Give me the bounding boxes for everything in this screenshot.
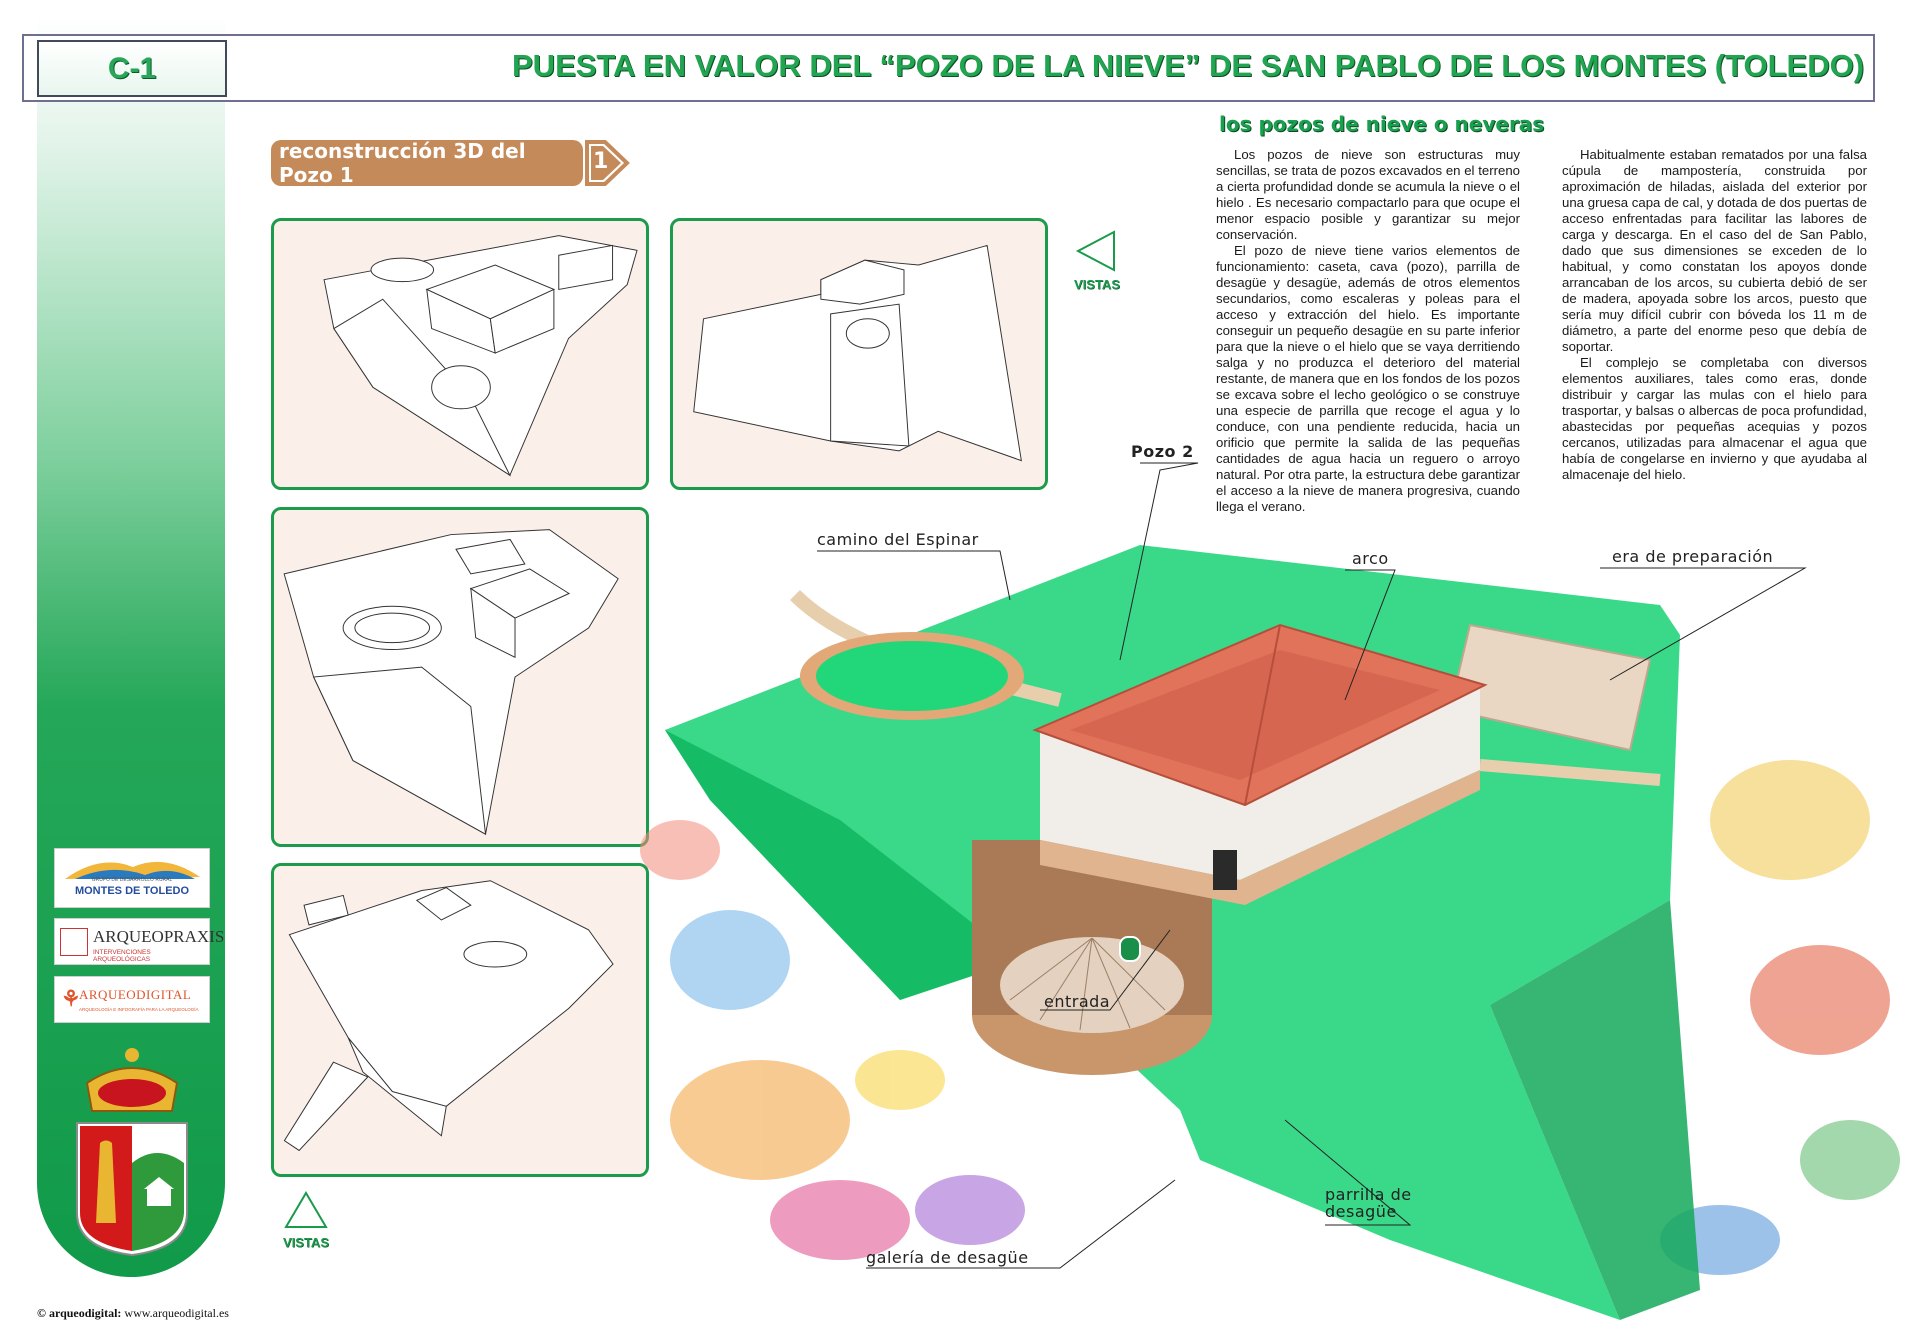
label-galeria-de-desague: galería de desagüe xyxy=(866,1248,1029,1267)
label-parrilla-line-2: desagüe xyxy=(1325,1202,1397,1221)
page-title: PUESTA EN VALOR DEL “POZO DE LA NIEVE” DE SAN PABLO DE LOS MONTES (TOLEDO) xyxy=(512,48,1865,83)
coat-of-arms xyxy=(72,1043,192,1258)
vistas-label: VISTAS xyxy=(1074,277,1120,292)
logo-arqueodigital-text: ARQUEODIGITAL xyxy=(79,987,192,1002)
arqueopraxis-emblem-icon xyxy=(60,928,88,956)
label-era-de-preparacion: era de preparación xyxy=(1612,547,1774,566)
coat-of-arms-icon xyxy=(72,1043,192,1258)
logo-montes-text: MONTES DE TOLEDO xyxy=(74,885,190,897)
label-pozo-2: Pozo 2 xyxy=(1131,442,1194,461)
label-camino-del-espinar: camino del Espinar xyxy=(817,530,979,549)
logo-arqueodigital-subtext: ARQUEOLOGÍA E INFOGRAFÍA PARA LA ARQUEOLOGÍA xyxy=(79,1007,199,1012)
logo-arqueopraxis-text: ARQUEOPRAXIS xyxy=(93,927,225,946)
label-entrada: entrada xyxy=(1044,992,1111,1011)
reconstruction-number: 1 xyxy=(593,149,609,174)
footer-credit-label: © arqueodigital: xyxy=(37,1306,122,1320)
sheet-code: C-1 xyxy=(107,51,157,85)
paragraph: El pozo de nieve tiene varios elementos de funcionamiento: caseta, cava (pozo), parrilla de desagüe y desagüe, además de otros elementos secundarios, como escaleras y poleas para el acceso y extracción del hielo. Es importante conseguir un pequeño desagüe en su parte inferior para que la nieve o el hielo que se vaya derritiendo salga y no produzca el deterioro del material restante, de manera que en los fondos de los pozos se excava sobre el lecho geológico o se construye una especie de parrilla que recoge el agua y lo conduce, con una pendiente reducida, hacia un orificio que permite la salida de las pequeñas cantidades de agua hacia un reguero o arroyo natural. Por otra parte, la estructura debe garantizar el acceso a la nieve de manera progresiva, cuando llega el verano. xyxy=(1216,243,1520,514)
article-heading: los pozos de nieve o neveras xyxy=(1219,112,1545,136)
vistas-label: VISTAS xyxy=(283,1235,329,1250)
footer-credit-url[interactable]: www.arqueodigital.es xyxy=(121,1306,229,1320)
arqueodigital-emblem-icon: ⚘ xyxy=(61,986,81,1011)
logo-arqueopraxis xyxy=(54,918,225,965)
reconstruction-label-text: reconstrucción 3D del Pozo 1 xyxy=(279,139,526,187)
logo-montes-de-toledo xyxy=(54,848,210,908)
paragraph: Habitualmente estaban rematados por una falsa cúpula de mampostería, construida por aproximación de hiladas, aislada del exterior por una gruesa capa de cal, y dotada de dos puertas de acceso enfrentadas para facilitar las labores de carga y descarga. En el caso del de San Pablo, dado que sus dimensiones se exceden de lo habitual, y como constatan los apoyos donde arrancaban de los arcos, su cubierta debió de ser de madera, apoyada sobre los arcos, puesto que sería muy difícil cubrir con bóveda los 11 m de diámetro, a parte del enorme peso que debía de soportar. xyxy=(1562,147,1867,354)
paragraph: Los pozos de nieve son estructuras muy sencillas, se trata de pozos excavados en el terreno a cierta profundidad donde se acumula la nieve o el hielo . Es necesario compactarlo para que ocupe el menor espacio posible y garantizar su mejor conservación. xyxy=(1216,147,1520,242)
logo-arqueopraxis-subtext: INTERVENCIONES ARQUEOLÓGICAS xyxy=(93,949,151,963)
label-arco: arco xyxy=(1352,549,1389,568)
logo-arqueodigital xyxy=(54,976,210,1023)
paragraph: El complejo se completaba con diversos elementos auxiliares, tales como eras, donde distribuir y cargar las mulas con el hielo para trasportar, y balsas o albercas de poca profundidad, abastecidas por pequeñas acequias y pozos cercanos, utilizadas para almacenar el agua que había de congelarse en invierno y que ayudaba al almacenaje del hielo. xyxy=(1562,355,1867,482)
label-parrilla-line-1: parrilla de xyxy=(1325,1185,1412,1204)
footer-credit xyxy=(37,1306,229,1321)
logo-montes-small-text: GRUPO DE DESARROLLO RURAL xyxy=(91,877,173,883)
